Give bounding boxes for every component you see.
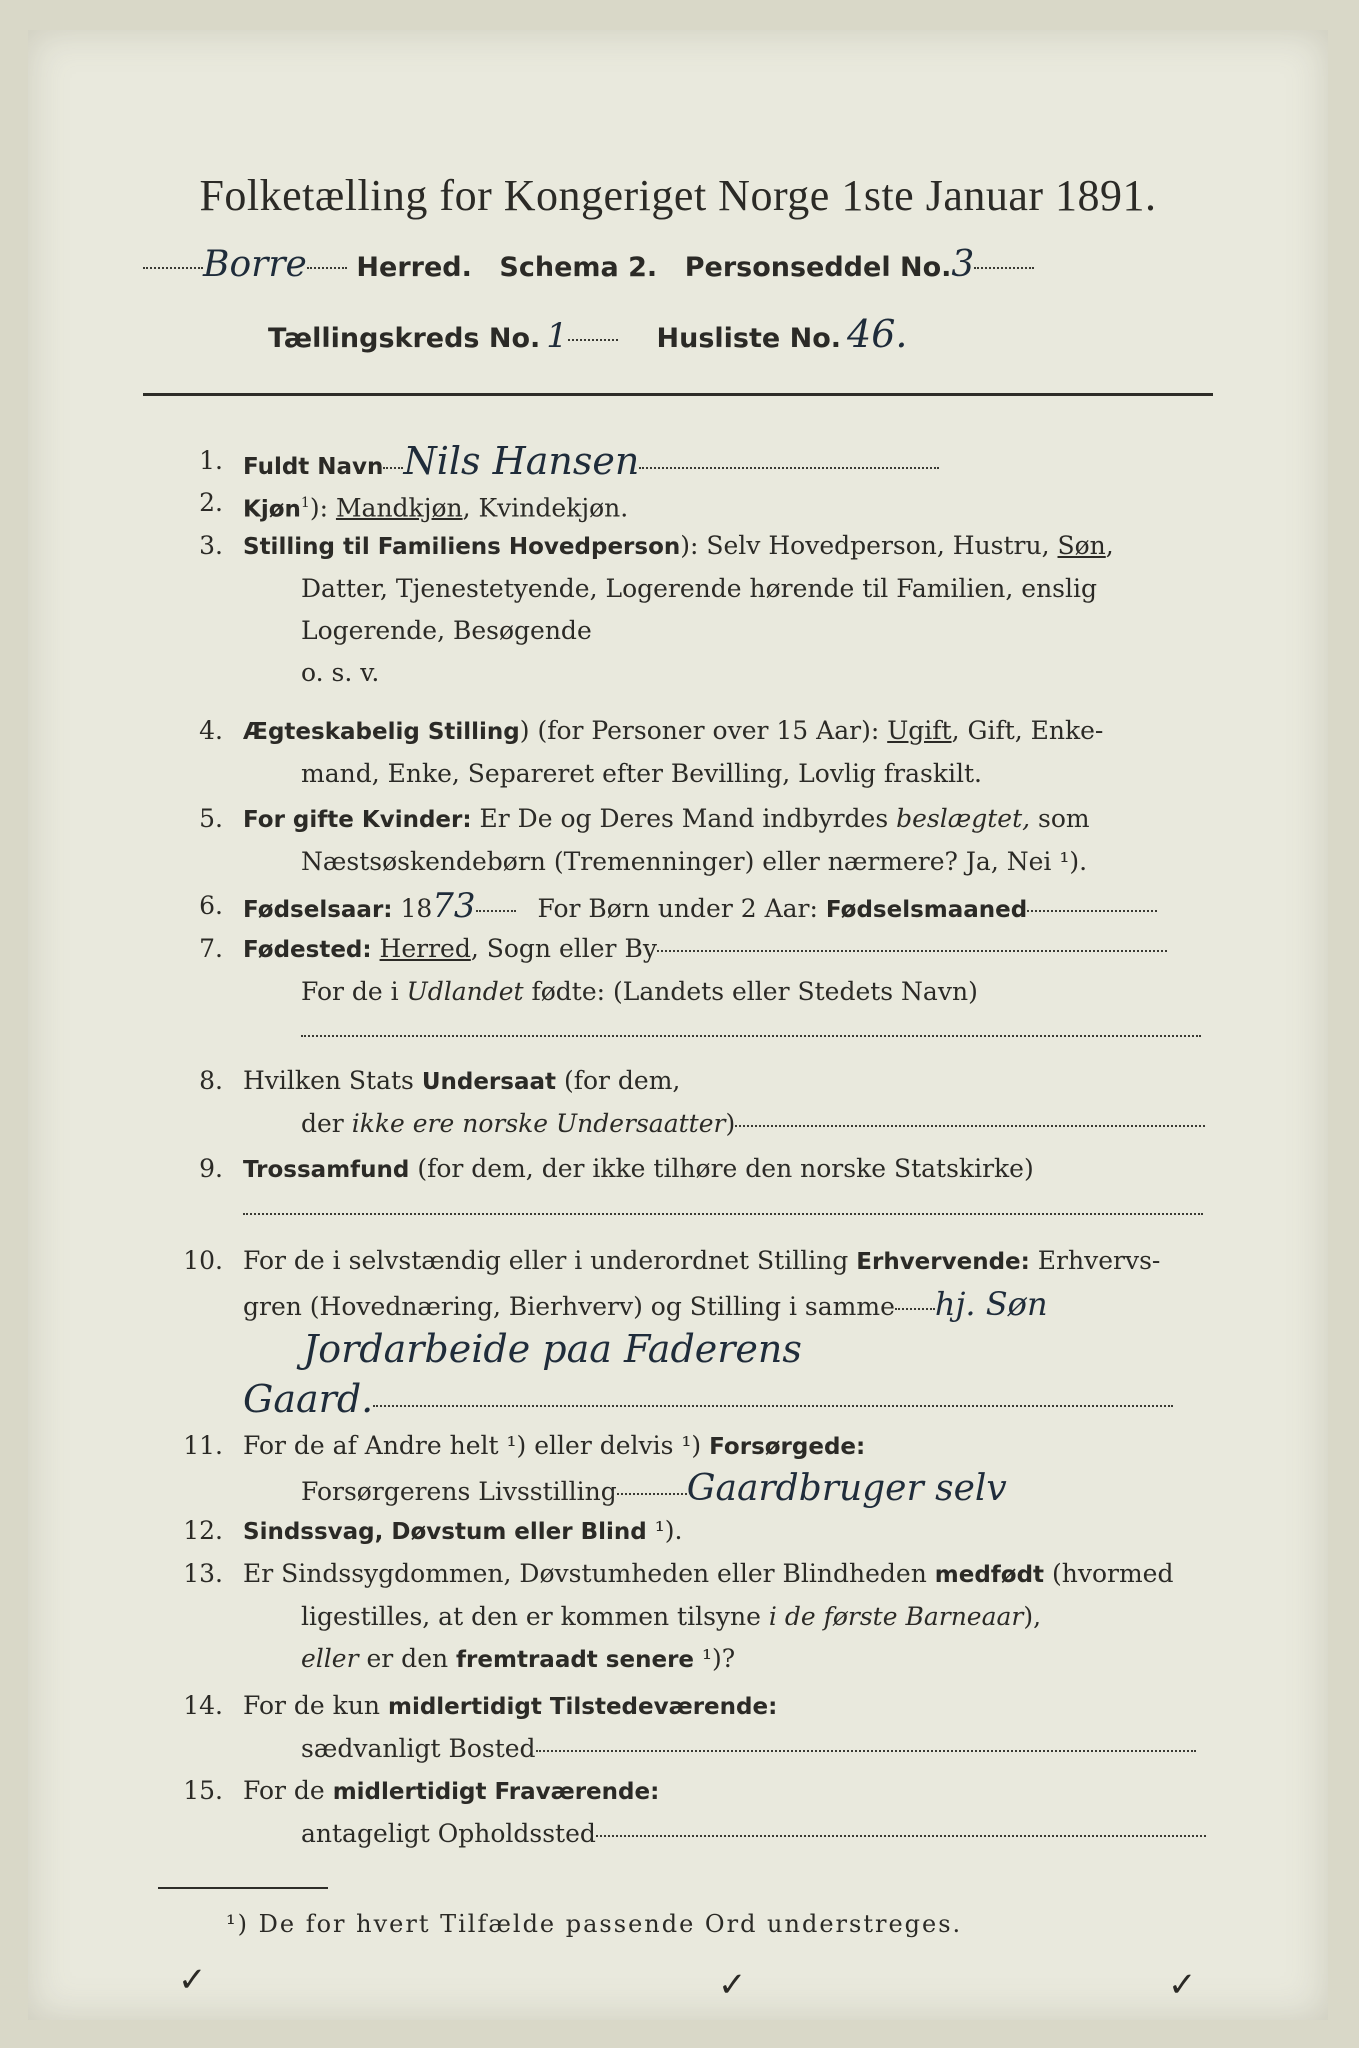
kreds-line <box>268 312 907 356</box>
provider-value: Gaardbruger selv <box>686 1468 1007 1509</box>
husliste-label: Husliste No. <box>656 323 842 354</box>
census-form: Folketælling for Kongeriget Norge 1ste Januar 1891. Borre Herred. Schema 2. Personseddel No.3 Tællingskreds No. 1 Husliste No. 46. 1. Fuldt Navn Nils Hansen 2. Kjøn$^1$): Mandkjøn, Kvindekjøn. 3. Stilling til Familiens Hovedperson): Selv Hovedperson, Hustru, Søn, Datter, Tjenestetyende, Logerende hørende til Familien, enslig Logerende, Besøgende o. s. v. 4. Ægteskabelig Stilling) (for Personer over 15 Aar): Ugift, Gift, Enke- mand, Enke, Separeret efter Bevilling, Lovlig fraskilt. 5. For gifte Kvinder: Er De og Deres Mand indbyrdes beslægtet, som Næstsøskendebørn (Tremenninger) eller nærmere? Ja, Nei ¹). 6. Fødselsaar: 1873 For Børn under 2 Aar: Fødselsmaaned 7. Fødested: Herred, Sogn eller By For de i Udlandet fødte: (Landets eller Stedets Navn) 8. Hvilken Stats Undersaat (for dem, der ikke ere norske Undersaatter) 9. Trossamfund (for dem, der ikke tilhøre den norske Statskirke) 10. For de i selvstændig eller i underordnet Stilling Erhvervende: Erhvervs- gren (Hovednæring, Bierhverv) og Stilling i samme hj. Søn Jordarbeide paa Faderens Gaard. 11. For de af Andre helt ¹) eller delvis ¹) Forsørgede: Forsørgerens Livsstilling Gaardbruger selv 12. Sindssvag, Døvstum eller Blind ¹). 13. Er Sindssygdommen, Døvstumheden eller Blindheden medfødt (hvormed ligestilles, at den er kommen tilsyne i de første Barneaar), eller er den fremtraadt senere ¹)? 14. For de kun midlertidigt Tilstedeværende: sædvanligt Bosted 15. For de midlertidigt Fraværende: antageligt Opholdssted ¹) De for hvert Tilfælde passende Ord understreges. ✓ ✓ ✓ <box>28 30 1328 2020</box>
herred-line <box>143 244 1034 285</box>
schema-label: Schema 2. <box>499 252 658 283</box>
kreds-label: Tællingskreds No. <box>268 323 541 354</box>
header-rule <box>143 393 1213 396</box>
herred-label: Herred. <box>356 252 472 283</box>
form-title: Folketælling for Kongeriget Norge 1ste Januar 1891. <box>199 171 1157 220</box>
herred-value: Borre <box>203 244 307 285</box>
occupation-value-2: Jordarbeide paa Faderens <box>303 1327 802 1371</box>
personseddel-value: 3 <box>951 244 975 285</box>
occupation-value-1: hj. Søn <box>934 1285 1048 1323</box>
name-value: Nils Hansen <box>403 439 640 483</box>
tick-mark-icon: ✓ <box>178 1960 207 2000</box>
occupation-value-3: Gaard. <box>243 1377 374 1421</box>
personseddel-label: Personseddel No. <box>684 252 952 283</box>
kreds-value: 1 <box>546 316 568 356</box>
tick-mark-icon: ✓ <box>1168 1965 1197 2005</box>
tick-mark-icon: ✓ <box>718 1965 747 2005</box>
footnote: ¹) De for hvert Tilfælde passende Ord understreges. <box>226 1910 963 1938</box>
birth-year-value: 73 <box>432 886 476 926</box>
husliste-value: 46. <box>847 312 908 356</box>
footnote-rule <box>158 1887 328 1889</box>
